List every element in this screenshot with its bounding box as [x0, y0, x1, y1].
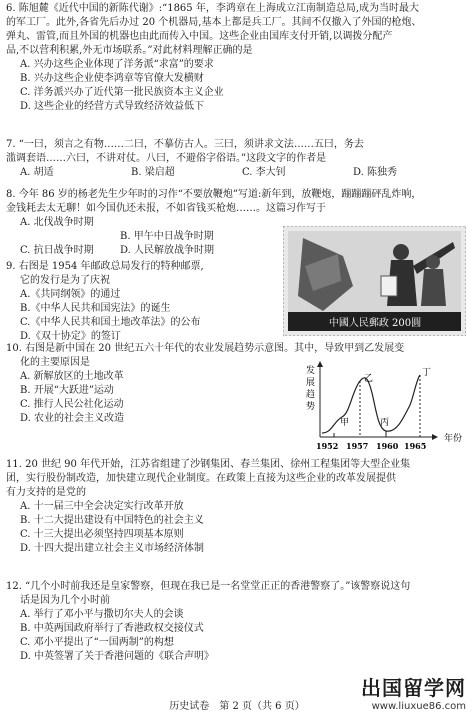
question-9	[6, 260, 276, 344]
answer-option: D. 十四大提出建立社会主义市场经济体制	[20, 543, 205, 554]
answer-option: A. 胡适	[20, 167, 54, 178]
answer-option: C.《中华人民共和国土地改革法》的公布	[20, 317, 201, 328]
answer-option: B.《中华人民共和国宪法》的诞生	[20, 303, 171, 314]
segment-label: 丁	[422, 368, 432, 378]
x-tick-label: 1957	[346, 441, 369, 451]
answer-option: D. 人民解放战争时期	[120, 245, 215, 256]
chart-ylabel-part: 发	[306, 366, 316, 376]
segment-label: 甲	[340, 418, 350, 428]
page-footer: 历史试卷 第 2 页（共 6 页）	[169, 701, 305, 712]
chart-ylabel-part: 展	[306, 378, 316, 388]
question-stem-line: 话是因为几个小时前	[20, 595, 110, 606]
answer-option: C. 推行人民公社化运动	[20, 399, 124, 410]
answer-option: C. 洋务派兴办了近代第一批民族资本主义企业	[20, 87, 224, 98]
answer-option: A. 北伐战争时期	[20, 217, 94, 228]
answer-option: D. 陈独秀	[353, 167, 398, 178]
stamp-caption: 中國人民郵政 200圓	[328, 318, 422, 329]
question-8-options-b	[120, 230, 270, 244]
x-tick-label: 1952	[316, 441, 339, 451]
answer-option: A. 新解放区的土地改革	[20, 371, 124, 382]
question-stem-line: 化的主要原因是	[20, 357, 90, 368]
answer-option: A.《共同纲领》的通过	[20, 289, 121, 300]
watermark-url: www.liuxue86.com	[371, 701, 466, 712]
answer-option: C. 十三大提出必须坚持四项基本原则	[20, 529, 184, 540]
answer-options	[6, 166, 468, 180]
stamp-image	[283, 226, 466, 336]
segment-label: 丙	[380, 418, 390, 428]
x-tick-label: 1965	[404, 441, 427, 451]
chart-ylabel-part: 趋	[306, 390, 316, 400]
answer-option: C. 抗日战争时期	[20, 245, 94, 256]
answer-option: D.《双十协定》的签订	[20, 331, 121, 342]
question-stem-line: 7. “一曰，须言之有物……二曰，不摹仿古人。三曰，须讲求文法……五曰，务去	[6, 139, 364, 150]
watermark-title: 出国留学网	[361, 676, 466, 700]
question-stem-line: 品,不以营利积累,外无市场联系。”对此材料理解正确的是	[6, 45, 253, 56]
x-axis-arrow	[432, 434, 438, 440]
question-stem-line: 10. 右图是新中国在 20 世纪五六十年代的农业发展趋势示意图。其中，导致甲到乙发展变	[6, 343, 405, 354]
answer-option: C. 李大钊	[242, 167, 286, 178]
question-stem-line: 金钱耗去太无聊！如今国仇还未报，不如省钱买枪炮……。这篇习作写于	[6, 203, 326, 214]
answer-option: B. 十二大提出建设有中国特色的社会主义	[20, 515, 204, 526]
answer-option: D. 中英签署了关于香港问题的《联合声明》	[20, 651, 215, 662]
answer-option: A. 举行了邓小平与撒切尔夫人的会谈	[20, 609, 184, 620]
y-axis-arrow	[317, 361, 323, 367]
question-stem-line: 11. 20 世纪 90 年代开始，江苏省组建了沙钢集团、春兰集团、徐州工程集团等大型企业集	[6, 459, 411, 470]
question-7	[6, 138, 468, 180]
question-stem-line: 滥调套语……六曰，不讲对仗。八曰，不避俗字俗语。”这段文字的作者是	[6, 153, 327, 164]
answer-option: B. 开展“大跃进”运动	[20, 385, 114, 396]
segment-label: 乙	[364, 374, 374, 384]
answer-option: B. 梁启超	[131, 167, 175, 178]
chart-xlabel: 年份	[444, 434, 463, 444]
question-stem-line: 团，实行股份制改造，加快建立现代企业制度。在政策上直接为这些企业的改革发展提供	[6, 473, 396, 484]
chart-ylabel-part: 势	[306, 402, 316, 412]
question-11	[6, 458, 468, 556]
answer-option: B. 兴办这些企业使李鸿章等官僚大发横财	[20, 73, 204, 84]
question-stem-line: 有力支持的是党的	[6, 487, 86, 498]
answer-option: B. 中英两国政府举行了香港政权交接仪式	[20, 623, 204, 634]
answer-option: D. 这些企业的经营方式导致经济效益低下	[20, 101, 205, 112]
x-tick-label: 1960	[376, 441, 399, 451]
answer-option: B. 甲午中日战争时期	[120, 231, 214, 242]
question-stem-line: 8. 今年 86 岁的杨老先生少年时的习作“不要放鞭炮”写道:新年到，放鞭炮，蹦蹦蹦砰乱炸响，	[6, 189, 422, 200]
question-stem-line: 6. 陈旭麓《近代中国的新陈代谢》:“1865 年，李鸿章在上海成立江南制造总局,成为当时最大	[6, 3, 420, 14]
answer-option: A. 十一届三中全会决定实行改革开放	[20, 501, 184, 512]
question-stem-line: 9. 右图是 1954 年邮政总局发行的特种邮票,	[6, 261, 204, 272]
trend-chart	[302, 359, 470, 452]
answer-option: D. 农业的社会主义改造	[20, 413, 125, 424]
answer-option: C. 邓小平提出了“一国两制”的构想	[20, 637, 174, 648]
question-stem-line: 弹丸、雷管,而且外国的机器也由此而传入中国。这些企业由国库支付开销,以调拨分配产	[6, 31, 393, 42]
question-stem-line: 它的发行是为了庆祝	[20, 275, 110, 286]
question-6	[6, 2, 468, 114]
question-12	[6, 580, 468, 664]
question-stem-line: 的军工厂。此外,各省先后办过 20 个机器局,基本上都是兵工厂。其间不仅撤入了外国的枪炮、	[6, 17, 422, 28]
question-8	[6, 188, 468, 230]
answer-option: A. 兴办这些企业体现了洋务派“求富”的要求	[20, 59, 214, 70]
question-stem-line: 12. “几个小时前我还是皇家警察，但现在我已是一名堂堂正正的香港警察了。”该警察说这句	[6, 581, 411, 592]
